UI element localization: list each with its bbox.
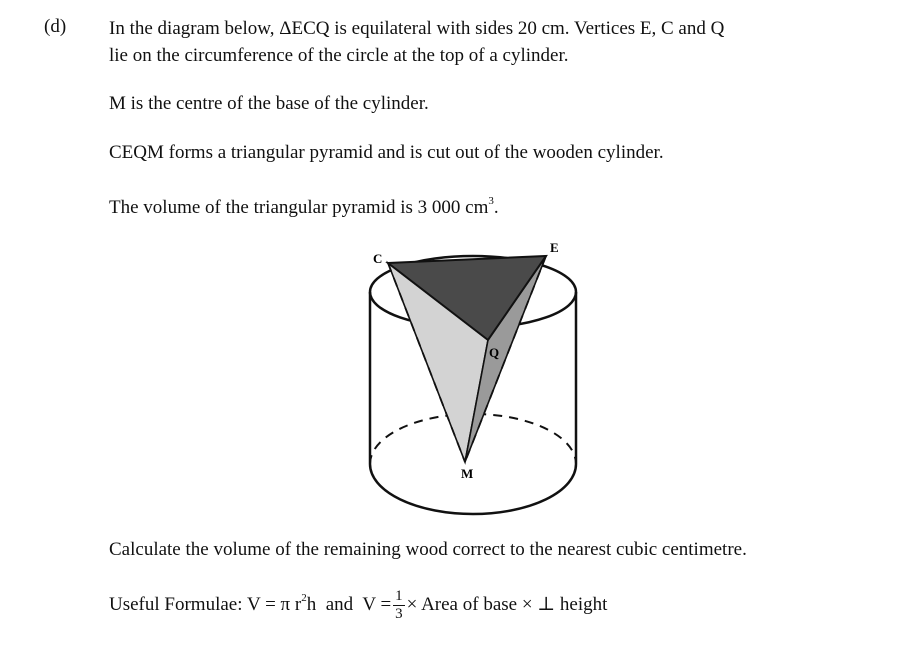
one-third-fraction xyxy=(393,588,405,623)
volume-text: The volume of the triangular pyramid is 3 000 cm xyxy=(109,197,489,218)
vertex-label-m: M xyxy=(461,466,474,481)
cylinder-formula-lhs: V = π r xyxy=(246,593,302,615)
useful-formulae xyxy=(109,588,607,623)
volume-statement xyxy=(109,188,499,221)
question-label: (d) xyxy=(44,16,67,37)
cylinder-formula-exponent: 2 xyxy=(301,591,307,604)
volume-exponent: 3 xyxy=(488,195,494,207)
fraction-denominator: 3 xyxy=(395,606,403,622)
question-intro xyxy=(109,15,724,69)
task-statement: Calculate the volume of the remaining wood correct to the nearest cubic centimetre. xyxy=(109,539,747,560)
intro-line-1: In the diagram below, ΔECQ is equilateral with sides 20 cm. Vertices E, C and Q xyxy=(109,18,725,39)
formulae-and: and xyxy=(325,593,354,615)
pyramid-formula-lhs: V = xyxy=(362,593,392,615)
cylinder-diagram xyxy=(360,236,590,526)
vertex-label-c: C xyxy=(373,251,383,266)
vertex-label-e: E xyxy=(550,240,559,255)
intro-line-2: lie on the circumference of the circle at the top of a cylinder. xyxy=(109,45,569,66)
pyramid-formula-rhs: × Area of base × ⊥ height xyxy=(406,593,608,615)
centre-statement: M is the centre of the base of the cylinder. xyxy=(109,93,429,114)
cylinder-formula-rhs: h xyxy=(306,593,317,615)
vertex-label-q: Q xyxy=(489,345,500,360)
pyramid-statement: CEQM forms a triangular pyramid and is cut out of the wooden cylinder. xyxy=(109,142,664,163)
fraction-numerator: 1 xyxy=(395,588,403,604)
formulae-prefix: Useful Formulae: xyxy=(109,593,243,615)
volume-period: . xyxy=(493,197,499,218)
